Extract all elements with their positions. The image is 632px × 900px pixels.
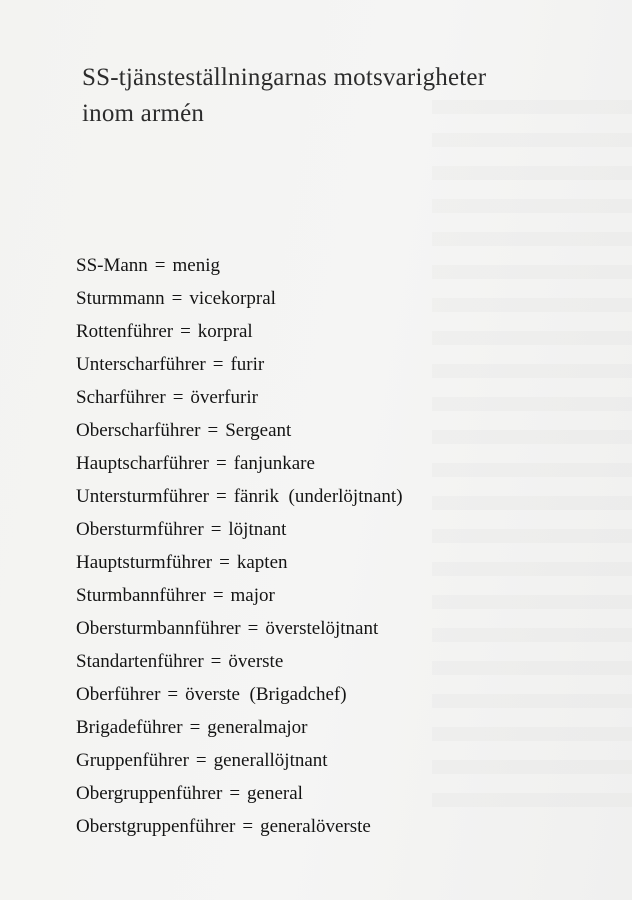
army-rank: major — [230, 585, 275, 606]
equals-sign: = — [215, 453, 227, 474]
army-rank: korpral — [197, 321, 253, 342]
army-rank: Sergeant — [225, 420, 292, 441]
equals-sign: = — [210, 651, 222, 672]
army-rank: generallöjtnant — [213, 750, 328, 771]
army-rank: furir — [230, 354, 265, 375]
rank-row — [76, 582, 403, 615]
rank-row — [76, 813, 403, 846]
army-rank: överste — [228, 651, 284, 672]
rank-row — [76, 252, 403, 285]
army-rank: kapten — [236, 552, 288, 573]
equals-sign: = — [210, 519, 222, 540]
ss-rank: Rottenführer — [76, 321, 174, 342]
equals-sign: = — [215, 486, 227, 507]
equals-sign: = — [219, 552, 230, 573]
equals-sign: = — [195, 750, 207, 771]
rank-row — [76, 450, 403, 483]
army-rank: överste (Brigadchef) — [185, 684, 347, 705]
rank-row — [76, 351, 403, 384]
equals-sign: = — [212, 585, 224, 606]
rank-row — [76, 483, 403, 516]
rank-row — [76, 780, 403, 813]
ss-rank: Standartenführer — [76, 651, 204, 672]
ss-rank: Oberstgruppenführer — [76, 816, 236, 837]
equals-sign: = — [212, 354, 224, 375]
equals-sign: = — [167, 684, 179, 705]
ss-rank: SS-Mann — [76, 255, 148, 276]
equals-sign: = — [189, 717, 201, 738]
ss-rank: Untersturmführer — [76, 486, 209, 507]
rank-row — [76, 549, 403, 582]
title-line-2: inom armén — [82, 100, 205, 127]
equals-sign: = — [229, 783, 241, 804]
rank-row — [76, 615, 403, 648]
ss-rank: Obergruppenführer — [76, 783, 223, 804]
rank-row — [76, 417, 403, 450]
equals-sign: = — [180, 321, 191, 342]
equals-sign: = — [247, 618, 259, 639]
page-title — [82, 60, 486, 132]
ss-rank: Obersturmbannführer — [76, 618, 241, 639]
facing-page-bleed-through — [432, 100, 632, 820]
rank-row — [76, 384, 403, 417]
ss-rank: Gruppenführer — [76, 750, 189, 771]
ss-rank: Hauptscharführer — [76, 453, 209, 474]
equals-sign: = — [242, 816, 254, 837]
army-rank: fänrik (underlöjtnant) — [233, 486, 403, 507]
ss-rank: Sturmbannführer — [76, 585, 206, 606]
equals-sign: = — [172, 387, 184, 408]
army-rank: fanjunkare — [233, 453, 315, 474]
ss-rank: Hauptsturmführer — [76, 552, 213, 573]
ss-rank: Obersturmführer — [76, 519, 204, 540]
ss-rank: Oberführer — [76, 684, 161, 705]
ss-rank: Scharführer — [76, 387, 166, 408]
rank-row — [76, 318, 403, 351]
army-rank: vicekorpral — [189, 288, 276, 309]
rank-row — [76, 681, 403, 714]
army-rank: menig — [172, 255, 221, 276]
title-line-1: SS-tjänsteställningarnas motsvarigheter — [82, 64, 487, 91]
equals-sign: = — [207, 420, 219, 441]
army-rank: löjtnant — [228, 519, 287, 540]
ss-rank: Brigadeführer — [76, 717, 183, 738]
rank-row — [76, 285, 403, 318]
army-rank: generalöverste — [260, 816, 371, 837]
ss-rank: Unterscharführer — [76, 354, 206, 375]
army-rank: överstelöjtnant — [265, 618, 379, 639]
rank-row — [76, 714, 403, 747]
rank-row — [76, 747, 403, 780]
equals-sign: = — [154, 255, 166, 276]
ss-rank: Oberscharführer — [76, 420, 201, 441]
rank-row — [76, 516, 403, 549]
army-rank: generalmajor — [207, 717, 308, 738]
army-rank: överfurir — [190, 387, 258, 408]
equals-sign: = — [171, 288, 183, 309]
rank-equivalence-list — [76, 252, 403, 846]
ss-rank: Sturmmann — [76, 288, 165, 309]
army-rank: general — [247, 783, 303, 804]
rank-row — [76, 648, 403, 681]
